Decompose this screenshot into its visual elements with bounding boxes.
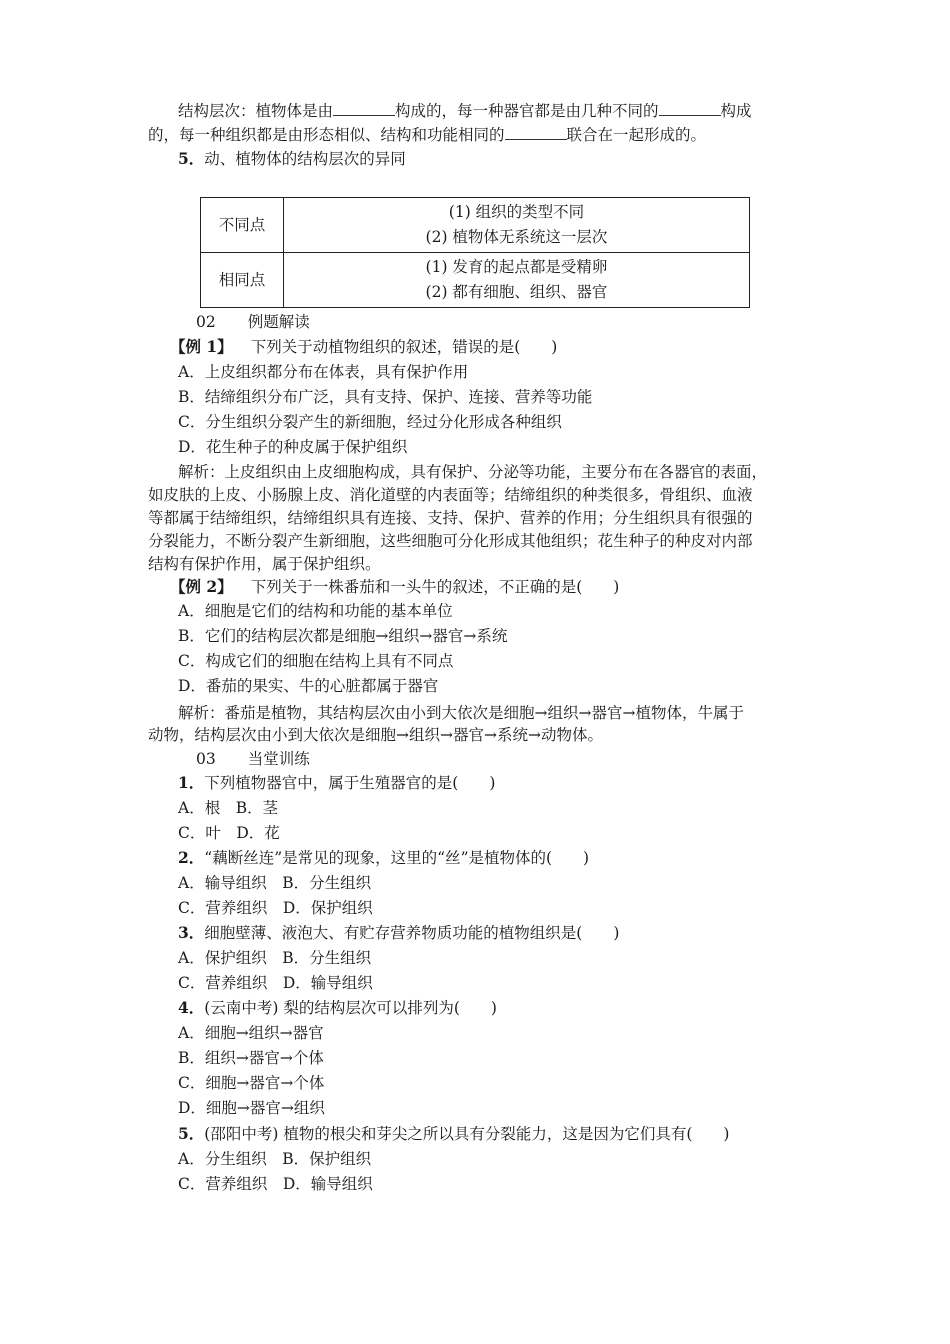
question-text: 下列关于动植物组织的叙述，错误的是( ) — [250, 338, 558, 356]
option: C．营养组织 D．保护组织 — [178, 899, 373, 917]
exercise-3-question — [178, 922, 619, 944]
option: D．番茄的果实、牛的心脏都属于器官 — [178, 677, 439, 695]
option: A．根 B．茎 — [178, 799, 279, 817]
exercise-number: 2． — [178, 848, 205, 867]
option: D．花生种子的种皮属于保护组织 — [178, 438, 408, 456]
option: C．构成它们的细胞在结构上具有不同点 — [178, 652, 454, 670]
fill-blank-3 — [505, 124, 567, 140]
section-heading-03 — [196, 748, 310, 770]
option: C．细胞→器官→个体 — [178, 1074, 325, 1092]
option: C．营养组织 D．输导组织 — [178, 974, 373, 992]
exercise-number: 3． — [178, 923, 205, 942]
example-2-question — [170, 576, 619, 598]
analysis-line: 等都属于结缔组织，结缔组织具有连接、支持、保护、营养的作用；分生组织具有很强的 — [148, 509, 753, 527]
section-heading-02 — [196, 311, 310, 333]
item-number: 5． — [178, 149, 205, 168]
option: B．它们的结构层次都是细胞→组织→器官→系统 — [178, 627, 508, 645]
analysis-line: 解析：上皮组织由上皮细胞构成，具有保护、分泌等功能，主要分布在各器官的表面， — [178, 463, 768, 481]
row-content — [284, 198, 750, 253]
fill-blank-2 — [659, 100, 721, 116]
exercise-number: 1． — [178, 773, 205, 792]
question-text: 下列植物器官中，属于生殖器官的是( ) — [204, 774, 496, 792]
exercise-number: 4． — [178, 998, 205, 1017]
question-text: 细胞壁薄、液泡大、有贮存营养物质功能的植物组织是( ) — [204, 924, 620, 942]
option: A．分生组织 B．保护组织 — [178, 1150, 372, 1168]
section-title: 当堂训练 — [247, 750, 310, 768]
example-1-question — [170, 336, 557, 358]
intro-line-2 — [148, 124, 706, 146]
analysis-line: 结构有保护作用，属于保护组织。 — [148, 555, 381, 573]
option: A．上皮组织都分布在体表，具有保护作用 — [178, 363, 469, 381]
fill-blank-1 — [333, 100, 395, 116]
analysis-line: 如皮肤的上皮、小肠腺上皮、消化道壁的内表面等；结缔组织的种类很多，骨组织、血液 — [148, 486, 753, 504]
item-5-heading — [178, 148, 406, 170]
option: B．组织→器官→个体 — [178, 1049, 324, 1067]
option: A．细胞→组织→器官 — [178, 1024, 324, 1042]
option: B．结缔组织分布广泛，具有支持、保护、连接、营养等功能 — [178, 388, 593, 406]
intro-text: 构成的，每一种器官都是由几种不同的 — [395, 102, 659, 120]
table-row-same — [201, 253, 750, 308]
section-number: 03 — [196, 750, 216, 768]
question-text: “藕断丝连”是常见的现象，这里的“丝”是植物体的( ) — [204, 849, 590, 867]
option: A．细胞是它们的结构和功能的基本单位 — [178, 602, 453, 620]
table-cell-line: (1) 组织的类型不同 — [448, 203, 585, 221]
question-text: (云南中考) 梨的结构层次可以排列为( ) — [204, 999, 497, 1017]
table-row-different — [201, 198, 750, 253]
intro-text: 结构层次：植物体是由 — [178, 102, 334, 120]
example-tag: 【例 2】 — [170, 577, 233, 596]
table-cell-line: (2) 都有细胞、组织、器官 — [425, 283, 608, 301]
example-tag: 【例 1】 — [170, 337, 233, 356]
intro-text: 构成 — [720, 102, 752, 120]
analysis-line: 动物，结构层次由小到大依次是细胞→组织→器官→系统→动物体。 — [148, 726, 603, 744]
intro-line-1 — [178, 100, 752, 122]
option: A．保护组织 B．分生组织 — [178, 949, 372, 967]
option: A．输导组织 B．分生组织 — [178, 874, 372, 892]
option: C．分生组织分裂产生的新细胞，经过分化形成各种组织 — [178, 413, 562, 431]
table-cell-line: (1) 发育的起点都是受精卵 — [425, 258, 608, 276]
exercise-4-question — [178, 997, 497, 1019]
analysis-line: 解析：番茄是植物，其结构层次由小到大依次是细胞→组织→器官→植物体，牛属于 — [178, 704, 744, 722]
exercise-number: 5． — [178, 1124, 205, 1143]
exercise-2-question — [178, 847, 589, 869]
intro-text: 的，每一种组织都是由形态相似、结构和功能相同的 — [148, 126, 505, 144]
option: C．叶 D．花 — [178, 824, 280, 842]
analysis-line: 分裂能力，不断分裂产生新细胞，这些细胞可分化形成其他组织；花生种子的种皮对内部 — [148, 532, 753, 550]
option: C．营养组织 D．输导组织 — [178, 1175, 373, 1193]
row-content — [284, 253, 750, 308]
item-text: 动、植物体的结构层次的异同 — [204, 150, 406, 168]
table-cell-line: (2) 植物体无系统这一层次 — [425, 228, 608, 246]
row-header: 相同点 — [201, 253, 284, 308]
comparison-table — [200, 197, 750, 308]
section-title: 例题解读 — [247, 313, 310, 331]
question-text: (邵阳中考) 植物的根尖和芽尖之所以具有分裂能力，这是因为它们具有( ) — [204, 1125, 730, 1143]
row-header: 不同点 — [201, 198, 284, 253]
question-text: 下列关于一株番茄和一头牛的叙述，不正确的是( ) — [250, 578, 620, 596]
exercise-1-question — [178, 772, 495, 794]
option: D．细胞→器官→组织 — [178, 1099, 325, 1117]
exercise-5-question — [178, 1123, 729, 1145]
section-number: 02 — [196, 313, 216, 331]
intro-text: 联合在一起形成的。 — [566, 126, 707, 144]
